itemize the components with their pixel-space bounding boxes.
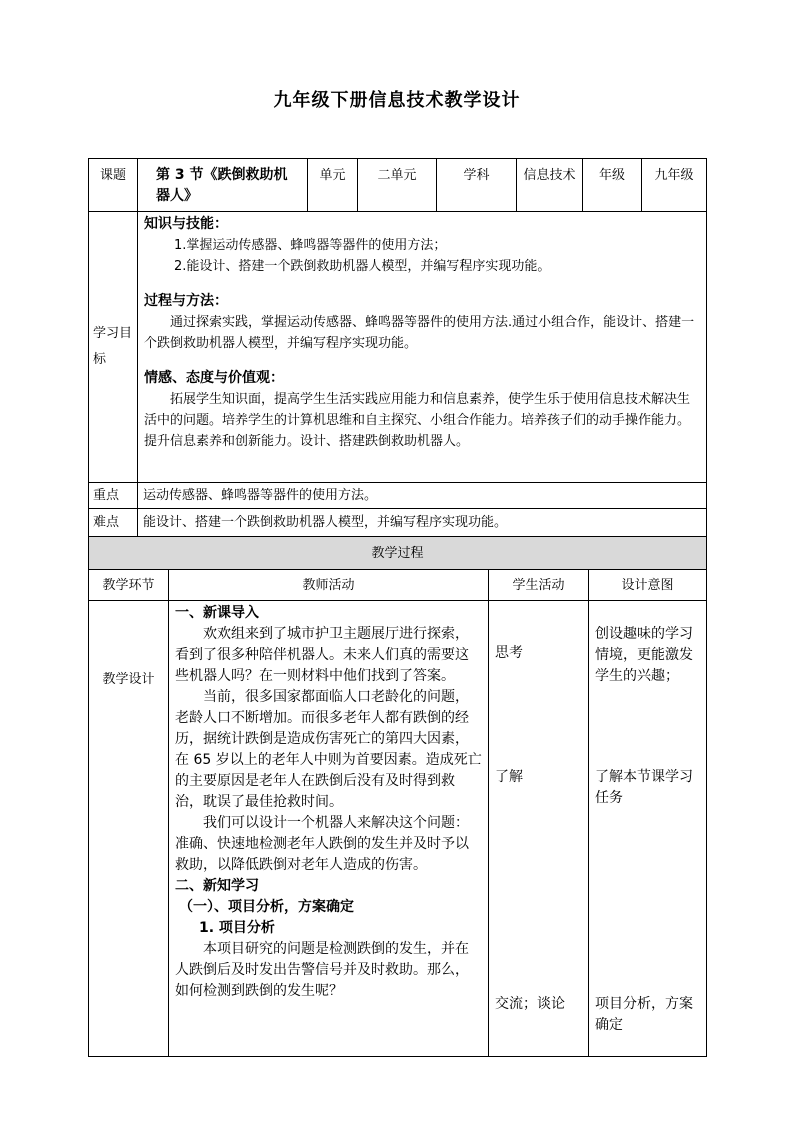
subject-label: 学科: [437, 159, 517, 212]
unit-label: 单元: [308, 159, 358, 212]
knowledge-item: 2.能设计、搭建一个跌倒救助机器人模型，并编写程序实现功能。: [174, 259, 551, 274]
paragraph: 我们可以设计一个机器人来解决这个问题：准确、快速地检测老年人跌倒的发生并及时予以救助，以降低跌倒对老年人造成的伤害。: [175, 815, 469, 873]
col-header-teacher: 教师活动: [169, 570, 489, 601]
design-intent: [589, 601, 707, 1057]
design-intent-item: 了解本节课学习任务: [595, 769, 693, 806]
paragraph: 欢欢组来到了城市护卫主题展厅进行探索，看到了很多种陪伴机器人。未来人们真的需要这些机器人吗？在一则材料中他们找到了答案。: [175, 626, 469, 684]
paragraph: 当前，很多国家都面临人口老龄化的问题，老龄人口不断增加。而很多老年人都有跌倒的经历，据统计跌倒是造成伤害死亡的第四大因素，在 65 岁以上的老年人中则为首要因素。造成死亡的主要原因是老年人在跌倒后没有及时得到救治，耽误了最佳抢救时间。: [175, 689, 482, 810]
sub1-1-title: 1. 项目分析: [199, 920, 275, 936]
col-header-student: 学生活动: [489, 570, 589, 601]
col-header-stage: 教学环节: [89, 570, 169, 601]
grade-label: 年级: [583, 159, 642, 212]
section1-title: 一、新课导入: [175, 605, 259, 621]
student-activity: [489, 601, 589, 1057]
paragraph: 本项目研究的问题是检测跌倒的发生，并在人跌倒后及时发出告警信号并及时救助。那么，如何检测到跌倒的发生呢？: [175, 941, 469, 999]
unit-value: 二单元: [358, 159, 437, 212]
lesson-info-table: [88, 158, 707, 537]
design-intent-item: 项目分析，方案确定: [595, 996, 693, 1033]
goals-content: [138, 212, 707, 483]
topic-value: 第 3 节《跌倒救助机器人》: [138, 159, 308, 212]
teaching-process-table: [88, 536, 707, 1057]
goals-label: 学习目标: [89, 212, 138, 483]
student-activity-item: 思考: [495, 645, 523, 661]
process-title: 教学过程: [89, 537, 707, 570]
grade-value: 九年级: [642, 159, 707, 212]
design-intent-item: 创设趣味的学习情境，更能激发学生的兴趣；: [595, 626, 693, 684]
key-point-label: 重点: [89, 483, 138, 509]
stage-label: 教学设计: [89, 601, 169, 1057]
knowledge-title: 知识与技能：: [144, 216, 228, 232]
col-header-intent: 设计意图: [589, 570, 707, 601]
emotion-title: 情感、态度与价值观：: [144, 370, 284, 386]
difficulty-label: 难点: [89, 509, 138, 537]
sub1-title: （一）、项目分析，方案确定: [179, 899, 354, 915]
section2-title: 二、新知学习: [175, 878, 259, 894]
page-title: 九年级下册信息技术教学设计: [273, 90, 521, 111]
teacher-activity: [169, 601, 489, 1057]
subject-value: 信息技术: [517, 159, 583, 212]
student-activity-item: 交流；谈论: [495, 996, 565, 1012]
emotion-text: 拓展学生知识面，提高学生生活实践应用能力和信息素养，使学生乐于使用信息技术解决生活中的问题。培养学生的计算机思维和自主探究、小组合作能力。培养孩子们的动手操作能力。提升信息素养和创新能力。设计、搭建跌倒救助机器人。: [144, 392, 691, 449]
process-title: 过程与方法：: [144, 293, 228, 309]
key-point-value: 运动传感器、蜂鸣器等器件的使用方法。: [138, 483, 707, 509]
topic-label: 课题: [89, 159, 138, 212]
knowledge-item: 1.掌握运动传感器、蜂鸣器等器件的使用方法；: [174, 238, 447, 253]
difficulty-value: 能设计、搭建一个跌倒救助机器人模型，并编写程序实现功能。: [138, 509, 707, 537]
student-activity-item: 了解: [495, 769, 523, 785]
process-text: 通过探索实践，掌握运动传感器、蜂鸣器等器件的使用方法.通过小组合作，能设计、搭建一个跌倒救助机器人模型，并编写程序实现功能。: [144, 315, 695, 351]
